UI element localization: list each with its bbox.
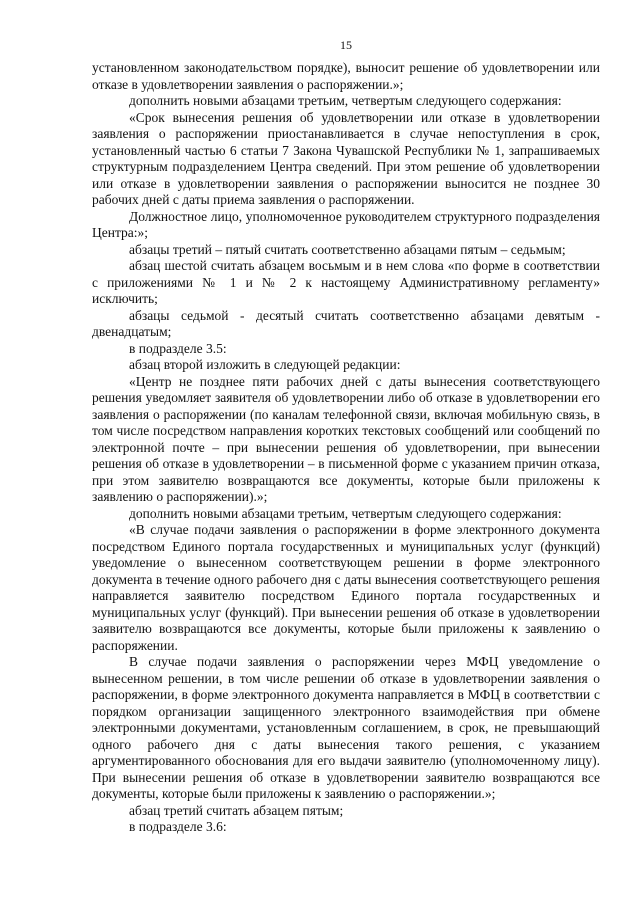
page-number: 15 [340, 38, 352, 52]
paragraph-10: «Центр не позднее пяти рабочих дней с даты вынесения соответствующего решения уведомляет заявителя об удовлетворении либо об отказе в удовлетворении его заявления о распоряжении (по каналам телефонной связи, включая мобильную связь, в том числе посредством направления коротких текстовых сообщений или сообщений по электронной почте – при вынесении решения об удовлетворении, при вынесении решения об отказе в удовлетворении – в письменной форме с указанием причин отказа, при этом заявителю возвращаются все документы, которые были приложены к заявлению о распоряжении).»; [92, 373, 600, 504]
paragraph-11: дополнить новыми абзацами третьим, четвертым следующего содержания: [129, 505, 562, 521]
paragraph-8: в подразделе 3.5: [129, 340, 227, 356]
paragraph-3: «Срок вынесения решения об удовлетворении или отказе в удовлетворении заявления о распоряжении приостанавливается в случае непоступления в срок, установленный частью 6 статьи 7 Закона Чувашской Республики № 1, запрашиваемых структурным подразделением Центра сведений. При этом решение об удовлетворении или отказе в удовлетворении заявления о распоряжении выносится не позднее 30 рабочих дней с даты приема заявления о распоряжении. [92, 109, 600, 207]
document-body [92, 60, 600, 836]
paragraph-6: абзац шестой считать абзацем восьмым и в нем слова «по форме в соответствии с приложениями № 1 и № 2 к настоящему Административному регламенту» исключить; [92, 258, 600, 306]
paragraph-9: абзац второй изложить в следующей редакции: [129, 357, 401, 372]
paragraph-12: «В случае подачи заявления о распоряжении в форме электронного документа посредством Единого портала государственных и муниципальных услуг (функций) уведомление о вынесенном соответствующем решении в форме электронного документа в течение одного рабочего дня с даты вынесения соответствующего решения направляется заявителю посредством Единого портала государственных и муниципальных услуг (функций). При вынесении решения об отказе в удовлетворении заявителю возвращаются все документы, которые были приложены к заявлению о распоряжении. [92, 522, 600, 653]
paragraph-1: установленном законодательством порядке), выносит решение об удовлетворении или отказе в удовлетворении заявления о распоряжении.»; [92, 60, 600, 92]
paragraph-5: абзацы третий – пятый считать соответственно абзацами пятым – седьмым; [129, 241, 566, 257]
paragraph-4: Должностное лицо, уполномоченное руководителем структурного подразделения Центра:»; [92, 208, 600, 240]
paragraph-15: в подразделе 3.6: [129, 819, 227, 834]
paragraph-7: абзацы седьмой - десятый считать соответственно абзацами девятым - двенадцатым; [92, 307, 600, 339]
paragraph-2: дополнить новыми абзацами третьим, четвертым следующего содержания: [129, 93, 562, 108]
paragraph-13: В случае подачи заявления о распоряжении через МФЦ уведомление о вынесенном решении, в том числе решении об отказе в удовлетворении заявления о распоряжении, в форме электронного документа направляется в МФЦ в соответствии с порядком организации защищенного электронного взаимодействия при обмене электронными документами, установленным соглашением, в срок, не превышающий одного рабочего дня с даты вынесения такого решения, с указанием аргументированного обоснования для его выдачи заявителю (уполномоченному лицу). При вынесении решения об отказе в удовлетворении заявителю возвращаются все документы, которые были приложены к заявлению о распоряжении.»; [92, 654, 600, 801]
paragraph-14: абзац третий считать абзацем пятым; [129, 802, 344, 818]
